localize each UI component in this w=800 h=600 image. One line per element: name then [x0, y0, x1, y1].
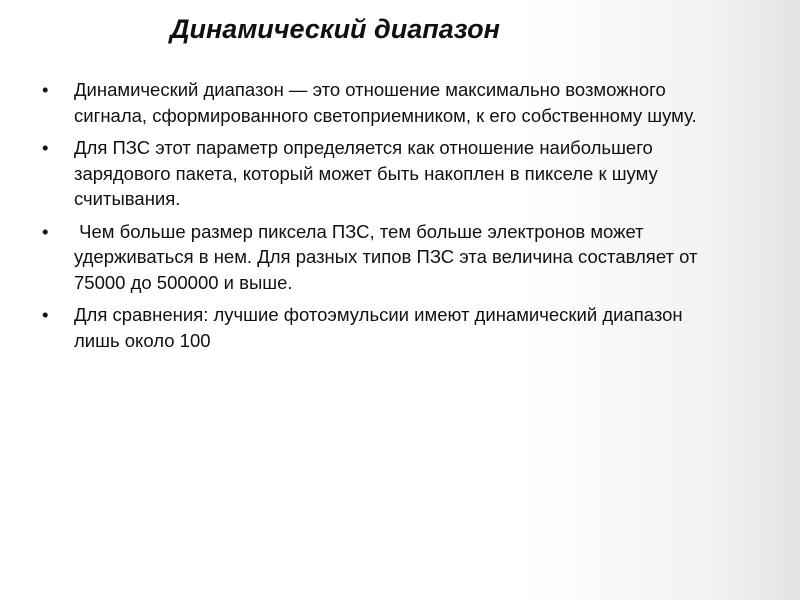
- bullet-item-2: [42, 135, 732, 212]
- bullet-item-1: [42, 77, 732, 128]
- bullet-dot-icon: •: [42, 304, 49, 325]
- bullet-dot-icon: •: [42, 137, 49, 158]
- bullet-item-4: [42, 302, 732, 353]
- bullet-text: Для ПЗС этот параметр определяется как отношение наибольшего зарядового пакета, который может быть накоплен в пикселе к шуму считывания.: [74, 137, 663, 209]
- bullet-text: Для сравнения: лучшие фотоэмульсии имеют динамический диапазон лишь около 100: [74, 304, 688, 351]
- bullet-list: [42, 77, 732, 360]
- bullet-item-3: [42, 219, 732, 296]
- bullet-text: Чем больше размер пиксела ПЗС, тем больше электронов может удерживаться в нем. Для разных типов ПЗС эта величина составляет от 75000 до 500000 и выше.: [74, 220, 703, 293]
- bullet-dot-icon: •: [42, 220, 49, 242]
- slide-title: Динамический диапазон: [170, 14, 500, 44]
- bullet-text: Динамический диапазон — это отношение максимально возможного сигнала, сформированного светоприемником, к его собственному шуму.: [74, 79, 697, 126]
- bullet-dot-icon: •: [42, 79, 49, 100]
